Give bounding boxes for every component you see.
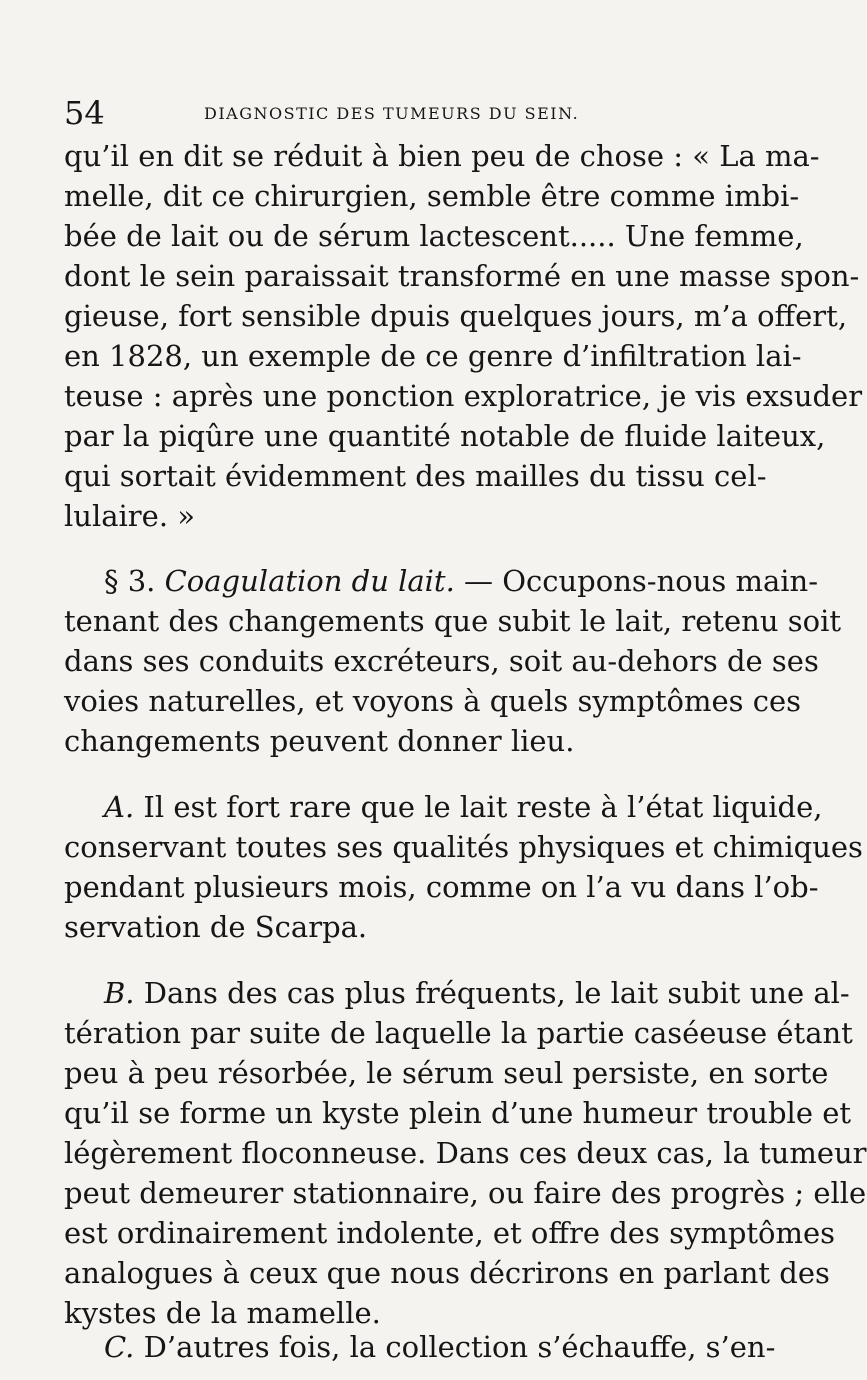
text-line: gieuse, fort sensible dpuis quelques jours, m’a offert, — [64, 299, 848, 333]
text-line: kystes de la mamelle. — [64, 1296, 381, 1330]
text-line: peu à peu résorbée, le sérum seul persiste, en sorte — [64, 1056, 829, 1090]
text-line: teuse : après une ponction exploratrice, je vis exsuder — [64, 379, 863, 413]
section-heading-line: § 3. Coagulation du lait. — Occupons-nous main- — [104, 564, 819, 598]
text-line: légèrement floconneuse. Dans ces deux cas, la tumeur — [64, 1136, 867, 1170]
text-line: peut demeurer stationnaire, ou faire des progrès ; elle — [64, 1176, 867, 1210]
text-line: B. Dans des cas plus fréquents, le lait subit une al- — [104, 976, 850, 1010]
text-line: voies naturelles, et voyons à quels symptômes ces — [64, 684, 802, 718]
text-line: qu’il se forme un kyste plein d’une humeur trouble et — [64, 1096, 852, 1130]
text-line: melle, dit ce chirurgien, semble être comme imbi- — [64, 179, 800, 213]
section-title: Coagulation du lait. — [164, 564, 455, 598]
text-line: est ordinairement indolente, et offre des symptômes — [64, 1216, 836, 1250]
text-line: servation de Scarpa. — [64, 910, 368, 944]
running-title: DIAGNOSTIC DES TUMEURS DU SEIN. — [204, 104, 580, 123]
text-line: tenant des changements que subit le lait, retenu soit — [64, 604, 842, 638]
text-line: tération par suite de laquelle la partie caséeuse étant — [64, 1016, 853, 1050]
running-head — [64, 96, 744, 130]
text-line: dont le sein paraissait transformé en une masse spon- — [64, 259, 860, 293]
text-line: dans ses conduits excréteurs, soit au-dehors de ses — [64, 644, 819, 678]
text-line: qu’il en dit se réduit à bien peu de chose : « La ma- — [64, 139, 820, 173]
text-line: par la piqûre une quantité notable de fluide laiteux, — [64, 419, 826, 453]
text-line: changements peuvent donner lieu. — [64, 724, 575, 758]
text-line: analogues à ceux que nous décrirons en parlant des — [64, 1256, 830, 1290]
text-line: conservant toutes ses qualités physiques et chimiques — [64, 830, 863, 864]
text-line: lulaire. » — [64, 499, 195, 533]
text-line: bée de lait ou de sérum lactescent..... Une femme, — [64, 219, 804, 253]
text-line: en 1828, un exemple de ce genre d’infiltration lai- — [64, 339, 802, 373]
page-number: 54 — [64, 94, 105, 132]
item-letter: A. — [104, 790, 135, 824]
text-line: pendant plusieurs mois, comme on l’a vu dans l’ob- — [64, 870, 819, 904]
text-line: qui sortait évidemment des mailles du tissu cel- — [64, 459, 767, 493]
item-letter: B. — [104, 976, 135, 1010]
item-letter: C. — [104, 1330, 135, 1364]
text-line: A. Il est fort rare que le lait reste à l’état liquide, — [104, 790, 823, 824]
text-line: C. D’autres fois, la collection s’échauffe, s’en- — [104, 1330, 776, 1364]
